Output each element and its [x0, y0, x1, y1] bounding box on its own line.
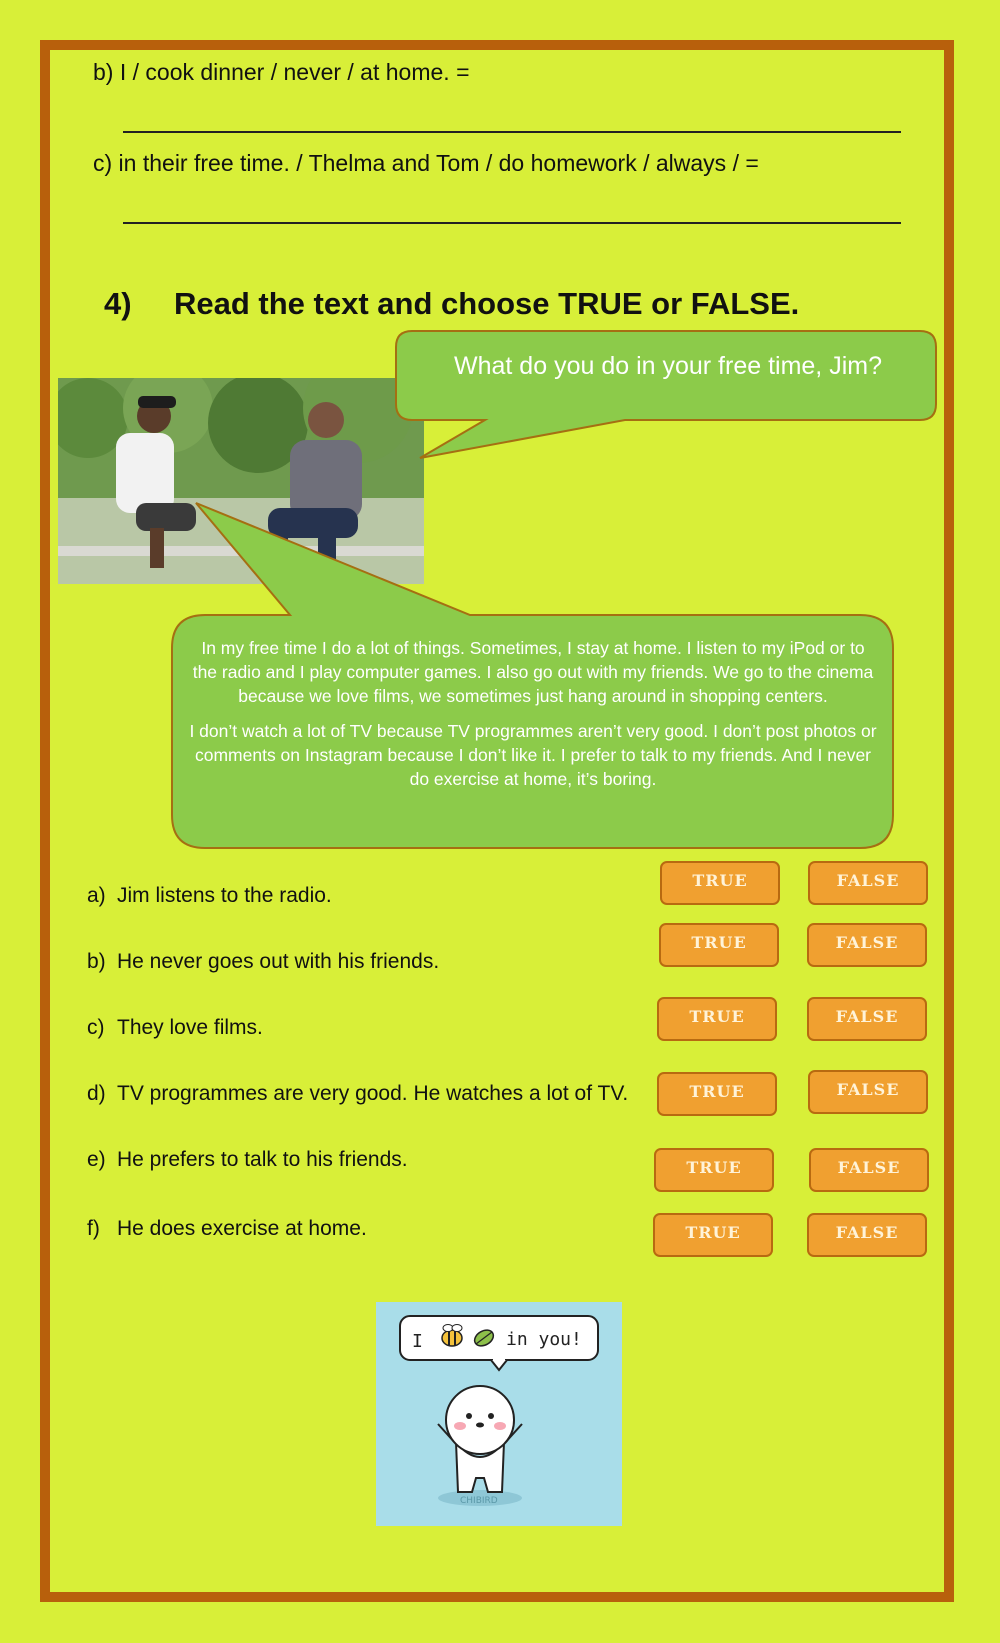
statement-text: He never goes out with his friends. [117, 950, 440, 973]
statement-e [87, 1148, 408, 1172]
statement-text: He does exercise at home. [117, 1217, 367, 1240]
exercise3-item-b: b) I / cook dinner / never / at home. = [93, 59, 470, 85]
false-button-f[interactable]: FALSE [807, 1213, 927, 1257]
false-button-b[interactable]: FALSE [807, 923, 927, 967]
sticker-speech-rest: in you! [506, 1329, 582, 1350]
true-button-e[interactable]: TRUE [654, 1148, 774, 1192]
statement-text: They love films. [117, 1016, 263, 1039]
true-button-d[interactable]: TRUE [657, 1072, 777, 1116]
statement-text: Jim listens to the radio. [117, 884, 332, 907]
exercise4-number: 4) [104, 286, 132, 321]
statement-c [87, 1016, 263, 1040]
answer-paragraph-1: In my free time I do a lot of things. Sometimes, I stay at home. I listen to my iPod or to the radio and I play computer games. I also go out with my friends. We go to the cinema because we love films, we sometimes just hang around in shopping centers. [192, 638, 874, 706]
statement-letter: d) [87, 1082, 106, 1105]
answer-paragraph-2: I don’t watch a lot of TV because TV programmes aren’t very good. I don’t post photos or comments on Instagram because I don’t like it. I prefer to talk to my friends. And I never do exercise at home, it’s boring. [189, 721, 877, 789]
statement-text: TV programmes are very good. He watches a lot of TV. [117, 1082, 629, 1105]
question-text: What do you do in your free time, Jim? [454, 352, 882, 380]
false-button-a[interactable]: FALSE [808, 861, 928, 905]
sticker-believe-in-you [376, 1302, 622, 1526]
sticker-illustration [376, 1302, 622, 1526]
bee-icon [442, 1325, 462, 1347]
statement-letter: c) [87, 1016, 105, 1039]
statement-letter: b) [87, 950, 106, 973]
sticker-signature: CHIBIRD [460, 1496, 498, 1506]
exercise3-item-c: c) in their free time. / Thelma and Tom / do homework / always / = [93, 150, 759, 176]
statement-letter: f) [87, 1217, 100, 1240]
true-button-c[interactable]: TRUE [657, 997, 777, 1041]
statement-f [87, 1217, 367, 1241]
false-button-c[interactable]: FALSE [807, 997, 927, 1041]
statement-text: He prefers to talk to his friends. [117, 1148, 408, 1171]
true-button-b[interactable]: TRUE [659, 923, 779, 967]
true-button-a[interactable]: TRUE [660, 861, 780, 905]
statement-a [87, 884, 332, 908]
true-button-f[interactable]: TRUE [653, 1213, 773, 1257]
statement-letter: a) [87, 884, 106, 907]
statement-letter: e) [87, 1148, 106, 1171]
exercise4-title: Read the text and choose TRUE or FALSE. [174, 286, 800, 321]
statement-d [87, 1082, 628, 1106]
false-button-e[interactable]: FALSE [809, 1148, 929, 1192]
statement-b [87, 950, 439, 974]
false-button-d[interactable]: FALSE [808, 1070, 928, 1114]
sticker-speech-i: I [412, 1331, 423, 1352]
question-bubble [396, 331, 936, 458]
answer-text [188, 636, 878, 802]
